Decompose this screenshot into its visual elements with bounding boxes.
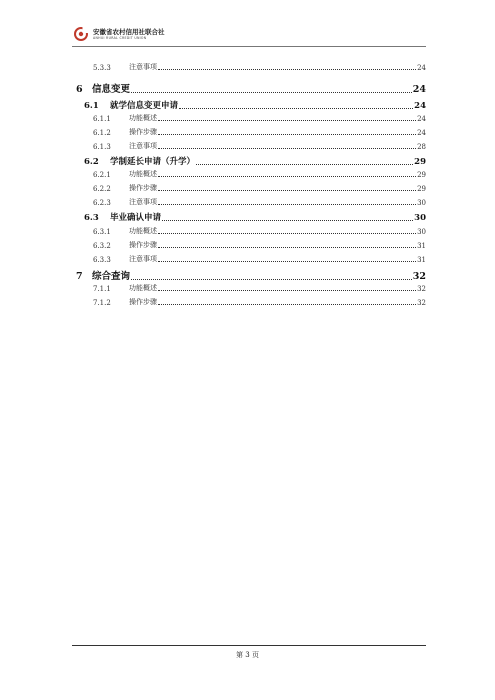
toc-entry-number: 6.1 [84, 101, 99, 111]
toc-entry[interactable] [72, 99, 426, 111]
toc-entry-page: 24 [414, 101, 426, 111]
toc-entry-page: 29 [414, 157, 426, 167]
toc-entry-number: 6.3.2 [93, 242, 111, 250]
toc-entry[interactable] [93, 169, 426, 179]
toc-entry-title: 就学信息变更申请 [110, 101, 179, 111]
toc-dot-leader [158, 176, 416, 177]
toc-entry-page: 32 [417, 299, 426, 307]
toc-entry-number: 6.2.2 [93, 185, 111, 193]
toc-entry[interactable] [93, 197, 426, 207]
toc-entry-page: 32 [417, 285, 426, 293]
toc-dot-leader [158, 148, 416, 149]
toc-entry-number: 6.1.2 [93, 129, 111, 137]
toc-entry-number: 6.3 [84, 213, 99, 223]
toc-entry-page: 30 [417, 199, 426, 207]
toc-dot-leader [158, 290, 416, 291]
toc-entry[interactable] [93, 62, 426, 72]
toc-dot-leader [158, 69, 416, 70]
toc-entry[interactable] [72, 268, 426, 282]
toc-dot-leader [158, 120, 416, 121]
toc-dot-leader [158, 247, 416, 248]
toc-entry-number: 6.2 [84, 157, 99, 167]
page-number: 第 3 页 [236, 651, 259, 659]
toc-entry-page: 29 [417, 171, 426, 179]
toc-dot-leader [158, 134, 416, 135]
footer-divider [72, 645, 426, 646]
toc-entry[interactable] [72, 211, 426, 223]
toc-entry-title: 注意事项 [129, 63, 157, 71]
credit-union-logo-icon [74, 27, 88, 41]
toc-entry-title: 功能概述 [129, 284, 157, 292]
toc-entry[interactable] [72, 155, 426, 167]
toc-entry-title: 功能概述 [129, 227, 157, 235]
toc-entry-number: 7 [76, 271, 83, 282]
toc-entry-number: 6.3.1 [93, 228, 111, 236]
toc-entry-page: 28 [417, 143, 426, 151]
toc-entry-title: 信息变更 [92, 84, 131, 95]
toc-entry-page: 24 [417, 129, 426, 137]
toc-entry-page: 24 [417, 115, 426, 123]
toc-entry[interactable] [93, 127, 426, 137]
toc-entry-page: 32 [412, 271, 426, 282]
toc-entry-title: 注意事项 [129, 142, 157, 150]
toc-entry-title: 操作步骤 [129, 184, 157, 192]
page-header [72, 26, 426, 46]
toc-dot-leader [162, 220, 413, 221]
toc-entry-page: 31 [417, 242, 426, 250]
toc-entry-number: 6.2.1 [93, 171, 111, 179]
toc-entry-page: 24 [417, 64, 426, 72]
toc-dot-leader [131, 279, 412, 280]
toc-entry-page: 30 [414, 213, 426, 223]
toc-entry-title: 学制延长申请（升学） [110, 157, 196, 167]
org-name-cn: 安徽省农村信用社联合社 [93, 28, 165, 36]
toc-dot-leader [179, 108, 413, 109]
toc-entry-number: 6 [76, 84, 83, 95]
toc-entry-page: 31 [417, 256, 426, 264]
toc-entry-number: 7.1.1 [93, 285, 111, 293]
toc-entry-title: 功能概述 [129, 114, 157, 122]
toc-entry[interactable] [93, 183, 426, 193]
toc-entry[interactable] [93, 297, 426, 307]
toc-entry-title: 操作步骤 [129, 298, 157, 306]
toc-entry-title: 注意事项 [129, 255, 157, 263]
toc-dot-leader [158, 190, 416, 191]
toc-entry[interactable] [93, 226, 426, 236]
toc-entry-number: 6.1.1 [93, 115, 111, 123]
toc-dot-leader [158, 233, 416, 234]
toc-entry-number: 7.1.2 [93, 299, 111, 307]
org-name-en: ANHUI RURAL CREDIT UNION [93, 35, 147, 40]
toc-entry-title: 综合查询 [92, 271, 131, 282]
toc-entry-number: 6.1.3 [93, 143, 111, 151]
toc-entry-title: 注意事项 [129, 198, 157, 206]
toc-entry-page: 30 [417, 228, 426, 236]
toc-dot-leader [131, 92, 412, 93]
toc-entry[interactable] [93, 113, 426, 123]
toc-entry-number: 6.2.3 [93, 199, 111, 207]
toc-entry-page: 29 [417, 185, 426, 193]
toc-entry[interactable] [93, 141, 426, 151]
toc-entry-title: 功能概述 [129, 170, 157, 178]
toc-entry[interactable] [72, 81, 426, 95]
toc-dot-leader [158, 304, 416, 305]
toc-dot-leader [158, 261, 416, 262]
toc-entry-title: 操作步骤 [129, 241, 157, 249]
toc-entry-title: 操作步骤 [129, 128, 157, 136]
header-divider [72, 46, 426, 47]
toc-dot-leader [196, 164, 413, 165]
toc-entry-title: 毕业确认申请 [110, 213, 162, 223]
toc-entry-page: 24 [412, 84, 426, 95]
toc-dot-leader [158, 204, 416, 205]
toc-entry-number: 5.3.3 [93, 64, 111, 72]
toc-entry-number: 6.3.3 [93, 256, 111, 264]
toc-entry[interactable] [93, 283, 426, 293]
toc-entry[interactable] [93, 254, 426, 264]
toc-entry[interactable] [93, 240, 426, 250]
